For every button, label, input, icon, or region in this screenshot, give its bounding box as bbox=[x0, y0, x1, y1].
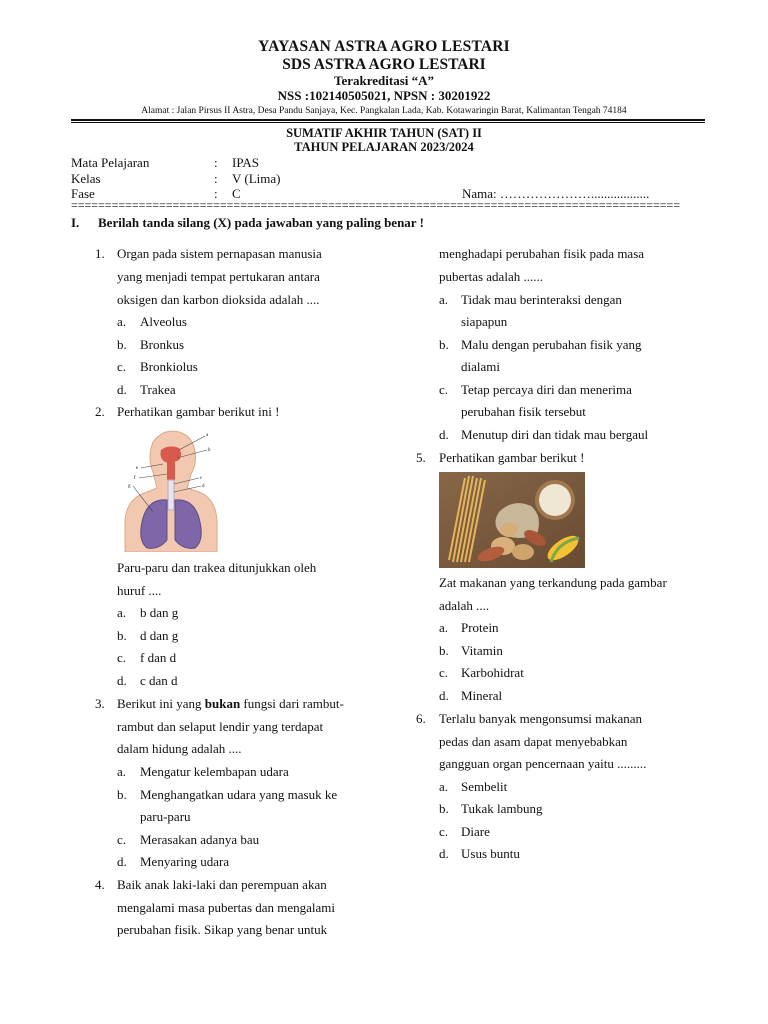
q2-intro: Perhatikan gambar berikut ini ! bbox=[117, 404, 280, 419]
class-value: V (Lima) bbox=[232, 171, 281, 186]
fig-label-e: e bbox=[136, 466, 139, 471]
q1-number: 1. bbox=[95, 246, 105, 261]
q1-option-c[interactable]: Bronkiolus bbox=[140, 359, 198, 374]
q2-option-a-letter[interactable]: a. bbox=[117, 605, 127, 620]
fig-label-g: g bbox=[128, 484, 131, 489]
phase-value: C bbox=[232, 186, 241, 201]
subject-value: IPAS bbox=[232, 155, 259, 170]
q5-option-b-letter[interactable]: b. bbox=[439, 643, 449, 658]
q4-option-d-letter[interactable]: d. bbox=[439, 427, 449, 442]
q2-option-b-letter[interactable]: b. bbox=[117, 628, 127, 643]
q3-number: 3. bbox=[95, 696, 105, 711]
q3-option-b[interactable]: Menghangatkan udara yang masuk ke bbox=[140, 787, 338, 802]
q5-option-c[interactable]: Karbohidrat bbox=[461, 665, 524, 680]
q4-line-5: pubertas adalah ...... bbox=[439, 269, 543, 284]
fig-label-f: f bbox=[134, 476, 136, 481]
q4-line-1: Baik anak laki-laki dan perempuan akan bbox=[117, 877, 327, 892]
q4-option-b-cont[interactable]: dialami bbox=[461, 359, 500, 374]
q2-number: 2. bbox=[95, 404, 105, 419]
q1-option-a[interactable]: Alveolus bbox=[140, 314, 187, 329]
q4-line-4: menghadapi perubahan fisik pada masa bbox=[439, 246, 645, 261]
q1-line-2: yang menjadi tempat pertukaran antara bbox=[117, 269, 320, 284]
q6-number: 6. bbox=[416, 711, 426, 726]
q6-option-d-letter[interactable]: d. bbox=[439, 846, 449, 861]
q6-option-b[interactable]: Tukak lambung bbox=[461, 801, 543, 816]
q5-option-c-letter[interactable]: c. bbox=[439, 665, 449, 680]
q3-option-a[interactable]: Mengatur kelembapan udara bbox=[140, 764, 289, 779]
exam-title: SUMATIF AKHIR TAHUN (SAT) II bbox=[286, 126, 482, 140]
q3-option-b-letter[interactable]: b. bbox=[117, 787, 127, 802]
q5-option-d[interactable]: Mineral bbox=[461, 688, 503, 703]
q2-option-d-letter[interactable]: d. bbox=[117, 673, 127, 688]
q5-line-2: adalah .... bbox=[439, 598, 490, 613]
section-number: I. bbox=[71, 215, 80, 230]
carbohydrate-foods-photo bbox=[439, 472, 585, 568]
foundation-name: YAYASAN ASTRA AGRO LESTARI bbox=[258, 38, 510, 55]
q4-option-a[interactable]: Tidak mau berinteraksi dengan bbox=[461, 292, 622, 307]
class-colon: : bbox=[214, 171, 218, 186]
q5-option-b[interactable]: Vitamin bbox=[461, 643, 503, 658]
class-label: Kelas bbox=[71, 171, 101, 186]
q5-option-a-letter[interactable]: a. bbox=[439, 620, 449, 635]
q6-line-3: gangguan organ pencernaan yaitu ......... bbox=[439, 756, 647, 771]
q3-option-a-letter[interactable]: a. bbox=[117, 764, 127, 779]
instruction-text: Berilah tanda silang (X) pada jawaban yang paling benar ! bbox=[98, 215, 424, 230]
q1-option-a-letter[interactable]: a. bbox=[117, 314, 127, 329]
q6-option-b-letter[interactable]: b. bbox=[439, 801, 449, 816]
q5-number: 5. bbox=[416, 450, 426, 465]
q4-option-c-letter[interactable]: c. bbox=[439, 382, 449, 397]
q6-option-a-letter[interactable]: a. bbox=[439, 779, 449, 794]
phase-label: Fase bbox=[71, 186, 95, 201]
q1-line-3: oksigen dan karbon dioksida adalah .... bbox=[117, 292, 320, 307]
q4-line-3: perubahan fisik. Sikap yang benar untuk bbox=[117, 922, 328, 937]
q5-intro: Perhatikan gambar berikut ! bbox=[439, 450, 585, 465]
q5-line-1: Zat makanan yang terkandung pada gambar bbox=[439, 575, 667, 590]
q3-option-b-cont[interactable]: paru-paru bbox=[140, 809, 191, 824]
q6-option-c-letter[interactable]: c. bbox=[439, 824, 449, 839]
q6-option-d[interactable]: Usus buntu bbox=[461, 846, 520, 861]
q3-line-3: dalam hidung adalah .... bbox=[117, 741, 242, 756]
q2-option-d[interactable]: c dan d bbox=[140, 673, 178, 688]
q1-option-d-letter[interactable]: d. bbox=[117, 382, 127, 397]
separator-line: ========================================================================================== bbox=[71, 199, 681, 211]
q4-option-b[interactable]: Malu dengan perubahan fisik yang bbox=[461, 337, 642, 352]
q2-line-1: Paru-paru dan trakea ditunjukkan oleh bbox=[117, 560, 317, 575]
q3-pre: Berikut ini yang bbox=[117, 696, 205, 711]
q4-option-c[interactable]: Tetap percaya diri dan menerima bbox=[461, 382, 632, 397]
q6-option-a[interactable]: Sembelit bbox=[461, 779, 508, 794]
q3-line-2: rambut dan selaput lendir yang terdapat bbox=[117, 719, 324, 734]
q4-option-a-cont[interactable]: siapapun bbox=[461, 314, 508, 329]
q5-option-a[interactable]: Protein bbox=[461, 620, 499, 635]
q6-line-2: pedas dan asam dapat menyebabkan bbox=[439, 734, 628, 749]
q3-option-c[interactable]: Merasakan adanya bau bbox=[140, 832, 260, 847]
q4-option-c-cont[interactable]: perubahan fisik tersebut bbox=[461, 404, 586, 419]
subject-colon: : bbox=[214, 155, 218, 170]
q4-number: 4. bbox=[95, 877, 105, 892]
q1-option-b[interactable]: Bronkus bbox=[140, 337, 185, 352]
q5-option-d-letter[interactable]: d. bbox=[439, 688, 449, 703]
fig-label-a: a bbox=[206, 433, 209, 438]
school-ids: NSS :102140505021, NPSN : 30201922 bbox=[277, 88, 491, 103]
student-name-field[interactable]: Nama: ………………….................. bbox=[462, 186, 650, 201]
q2-option-a[interactable]: b dan g bbox=[140, 605, 179, 620]
q1-line-1: Organ pada sistem pernapasan manusia bbox=[117, 246, 322, 261]
q2-option-c[interactable]: f dan d bbox=[140, 650, 177, 665]
q1-option-b-letter[interactable]: b. bbox=[117, 337, 127, 352]
fig-label-b: b bbox=[208, 448, 211, 453]
phase-colon: : bbox=[214, 186, 218, 201]
q3-option-d-letter[interactable]: d. bbox=[117, 854, 127, 869]
q2-option-c-letter[interactable]: c. bbox=[117, 650, 127, 665]
fig-label-c: c bbox=[200, 476, 203, 481]
q4-line-2: mengalami masa pubertas dan mengalami bbox=[117, 900, 336, 915]
exam-year: TAHUN PELAJARAN 2023/2024 bbox=[294, 140, 474, 154]
q4-option-b-letter[interactable]: b. bbox=[439, 337, 449, 352]
school-name: SDS ASTRA AGRO LESTARI bbox=[282, 56, 486, 73]
q6-line-1: Terlalu banyak mengonsumsi makanan bbox=[439, 711, 643, 726]
q2-line-2: huruf .... bbox=[117, 583, 162, 598]
q3-keyword: bukan bbox=[204, 696, 241, 711]
q3-option-d[interactable]: Menyaring udara bbox=[140, 854, 230, 869]
q1-option-d[interactable]: Trakea bbox=[140, 382, 176, 397]
subject-label: Mata Pelajaran bbox=[71, 155, 150, 170]
accreditation: Terakreditasi “A” bbox=[333, 73, 435, 88]
q3-post: fungsi dari rambut- bbox=[240, 696, 344, 711]
q4-option-d[interactable]: Menutup diri dan tidak mau bergaul bbox=[461, 427, 649, 442]
fig-label-d: d bbox=[202, 484, 205, 489]
q4-option-a-letter[interactable]: a. bbox=[439, 292, 449, 307]
q2-option-b[interactable]: d dan g bbox=[140, 628, 179, 643]
q3-option-c-letter[interactable]: c. bbox=[117, 832, 127, 847]
school-address: Alamat : Jalan Pirsus II Astra, Desa Pandu Sanjaya, Kec. Pangkalan Lada, Kab. Kotawaringin Barat, Kalimantan Tengah 74184 bbox=[141, 106, 627, 116]
q1-option-c-letter[interactable]: c. bbox=[117, 359, 127, 374]
q6-option-c[interactable]: Diare bbox=[461, 824, 490, 839]
